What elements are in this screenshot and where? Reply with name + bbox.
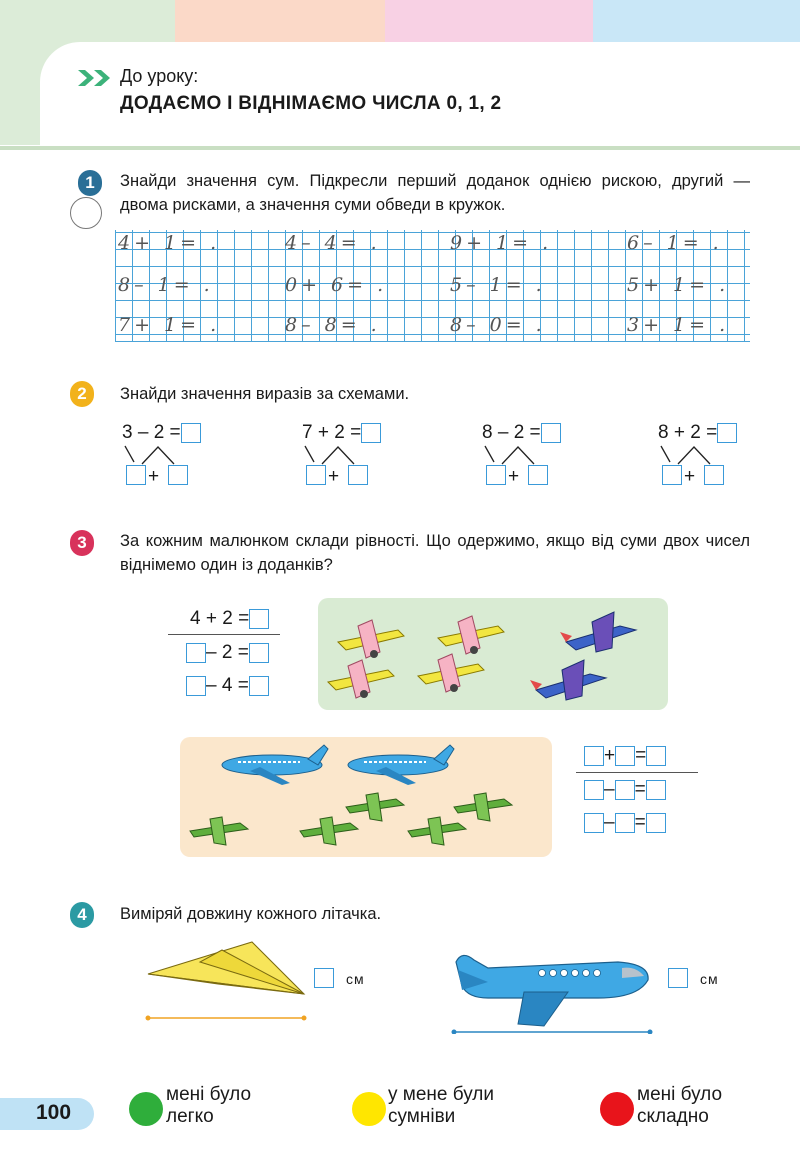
mood-easy-dot[interactable] [129,1092,163,1126]
grid-expression: 6– 1= . [627,232,723,254]
task-number-badge: 1 [78,170,102,196]
task-number-badge: 2 [70,381,94,407]
answer-box[interactable] [249,643,269,663]
answer-box[interactable] [646,746,666,766]
answer-box[interactable] [168,465,188,485]
airplane-illustration [448,940,658,1034]
answer-box[interactable] [306,465,326,485]
task4-instruction: Виміряй довжину кожного літачка. [120,905,382,923]
answer-box[interactable] [646,813,666,833]
equation-line: 4 + 2 = [190,608,269,630]
scheme-expression: 8 + 2 = [658,422,737,444]
answer-box[interactable] [615,780,635,800]
unit-label: см [700,971,719,987]
top-strip-pink [385,0,593,44]
decomposition-lines [300,444,380,466]
plus-sign: + [508,466,520,487]
equation-line: + = [584,745,666,767]
page-number: 100 [36,1101,72,1124]
scheme-expression: 3 – 2 = [122,422,201,444]
decomposition-lines [480,444,560,466]
plus-sign: + [328,466,340,487]
grid-expression: 0+ 6= . [285,274,388,296]
grid-expression: 9+ 1= . [450,232,553,254]
mood-doubt-label: у мене були сумніви [388,1084,494,1127]
answer-box[interactable] [486,465,506,485]
equation-line: – 2 = [186,642,269,664]
equation-line: – = [584,779,666,801]
scheme-expression: 7 + 2 = [302,422,381,444]
answer-box[interactable] [181,423,201,443]
plus-sign: + [148,466,160,487]
answer-box[interactable] [249,609,269,629]
paper-plane-illustration [140,940,310,1028]
header-divider [0,146,800,150]
answer-box[interactable] [249,676,269,696]
grid-expression: 5+ 1= . [627,274,730,296]
airliners-illustration [180,737,552,857]
mood-easy-label: мені було легко [166,1084,252,1127]
double-chevron-icon [78,68,116,88]
page-title: ДОДАЄМО І ВІДНІМАЄМО ЧИСЛА 0, 1, 2 [120,93,502,114]
mood-doubt-dot[interactable] [352,1092,386,1126]
answer-box[interactable] [126,465,146,485]
equation-divider [168,634,280,635]
lesson-intro: До уроку: [120,66,199,86]
answer-circle[interactable] [70,197,102,229]
plus-sign: + [684,466,696,487]
equation-line: – = [584,812,666,834]
answer-box[interactable] [361,423,381,443]
answer-box[interactable] [704,465,724,485]
answer-box[interactable] [584,780,604,800]
grid-expression: 8– 1= . [118,274,214,296]
mood-hard-dot[interactable] [600,1092,634,1126]
grid-expression: 5– 1= . [450,274,546,296]
task-number-badge: 4 [70,902,94,928]
answer-box[interactable] [541,423,561,443]
answer-box[interactable] [584,813,604,833]
answer-box[interactable] [348,465,368,485]
equation-divider [576,772,698,773]
grid-expression: 7+ 1= . [118,314,221,336]
exercise-grid[interactable] [115,230,750,342]
equation-line: – 4 = [186,675,269,697]
grid-expression: 4– 4= . [285,232,381,254]
task3-instruction: За кожним малюнком склади рівності. Що одержимо, якщо від суми двох чисел віднімемо один із доданків? [120,532,750,574]
decomposition-lines [120,444,200,466]
task-number-badge: 3 [70,530,94,556]
answer-box[interactable] [314,968,334,988]
answer-box[interactable] [662,465,682,485]
unit-label: см [346,971,365,987]
answer-box[interactable] [668,968,688,988]
answer-box[interactable] [186,676,206,696]
answer-box[interactable] [717,423,737,443]
mood-hard-label: мені було складно [637,1084,723,1127]
scheme-expression: 8 – 2 = [482,422,561,444]
task2-instruction: Знайди значення виразів за схемами. [120,385,410,403]
answer-box[interactable] [186,643,206,663]
answer-box[interactable] [584,746,604,766]
grid-expression: 3+ 1= . [627,314,730,336]
answer-box[interactable] [646,780,666,800]
task1-instruction: Знайди значення сум. Підкресли перший доданок однією рискою, другий — двома рисками, а значення суми обведи в кружок. [120,172,750,214]
top-strip-peach [175,0,385,44]
grid-expression: 8– 0= . [450,314,546,336]
top-strip-blue [593,0,800,44]
answer-box[interactable] [528,465,548,485]
grid-expression: 8– 8= . [285,314,381,336]
answer-box[interactable] [615,813,635,833]
answer-box[interactable] [615,746,635,766]
decomposition-lines [656,444,736,466]
small-planes-illustration [318,598,668,710]
grid-expression: 4+ 1= . [118,232,221,254]
